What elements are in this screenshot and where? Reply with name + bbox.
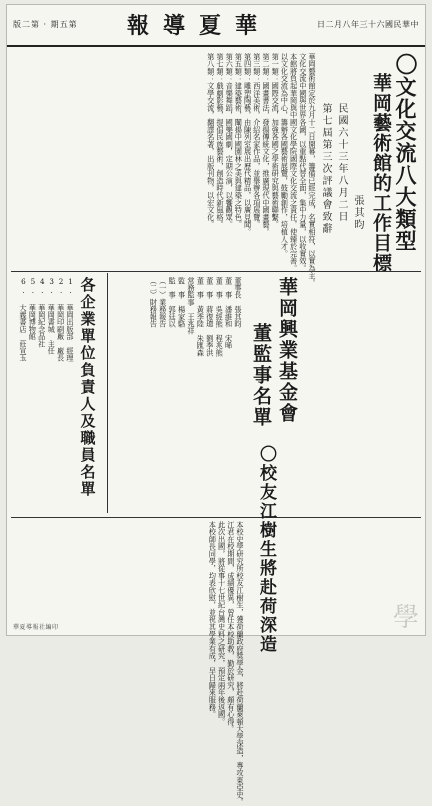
article2-list: [143, 277, 243, 437]
column-divider: [107, 273, 108, 513]
list-item: 常務監事 王兆祥: [186, 277, 196, 335]
article1-title-circle: 〇: [392, 53, 418, 76]
list-item: 監 事 楊家駱: [177, 277, 187, 328]
list-item: 董 事 吳經熊 程兆熊: [215, 277, 225, 357]
list-item: 4. 華岡紀念品社: [37, 277, 47, 348]
paper-name: 報導夏華: [127, 13, 272, 39]
article1-paragraph: 第三類：西洋美術，介紹名家作品，並舉辦各項展覽。: [252, 53, 262, 229]
list-item: 董事長 張其昀: [234, 277, 243, 328]
list-item: 3. 華岡書城 主任: [47, 277, 57, 355]
article2-subtitle: 董監事名單: [250, 323, 272, 428]
newspaper-page: [6, 4, 426, 806]
article1-subtitle: 華岡藝術館的工作目標: [370, 73, 392, 273]
page-footer: 華夏導報社編印: [13, 624, 59, 631]
list-item: 董 事 蔣復璁 劉季洪: [205, 277, 215, 357]
article3-list: [15, 277, 75, 397]
article4-paragraph: 本校師長同學，均表欣慰，並祝其學業有成，早日歸來服務。: [208, 521, 218, 719]
list-item: 6. 大義書店 莊宣玉: [18, 277, 28, 362]
article1-author: 張其昀: [352, 195, 363, 231]
article1-paragraph: 第八類：文學交流，翻譯名著，出版刊物，以宏文化。: [206, 53, 216, 229]
issue-section: 版二第 · 期五第: [13, 20, 78, 29]
article1-body: [17, 53, 317, 287]
article1-paragraph: 第六類：音樂舞蹈，國樂國劇，定期公演，以饗觀眾。: [225, 53, 235, 229]
masthead: [7, 5, 425, 47]
list-item: 2. 華岡印刷廠 廠長: [56, 277, 66, 362]
article4-paragraph: 此次出國，將從事十七世紀台灣史料之研究，預定兩年後返國。: [217, 521, 227, 726]
article1-paragraph: 以文化交流為中心，籌辦各國藝術展覽，鼓勵創作，培植人才。: [280, 53, 290, 258]
article4-paragraph: 江君在校期間，成績優異，曾任本校助教，勤於研究，頗有心得。: [226, 521, 236, 733]
list-item: 1. 華岡出版部 經理: [66, 277, 75, 362]
list-item: 董 事 潘維和 宋晞: [224, 277, 234, 349]
list-item: 董 事 黃季陸 朱匯森: [196, 277, 206, 357]
article1-paragraph: 第二類：國畫書法，發揚傳統文化，推廣現代中國畫藝。: [261, 53, 271, 236]
article1-paragraph: 第七類：戲劇影藝，提倡民族藝術，創造時代新風格。: [215, 53, 225, 229]
article3-title: 各企業單位負責人及職員名單: [78, 277, 97, 498]
article1-paragraph: 第一類：國際交流，加強各國之學術研究與藝術聯繫。: [271, 53, 281, 229]
article1-paragraph: 第五類：建築藝術，闡揚中國園林之美與建築之特色。: [234, 53, 244, 229]
list-item: 5. 華岡博物館: [28, 277, 38, 340]
list-item: 監 事 郭廷以: [168, 277, 178, 328]
article1-paragraph: 本館將負起華岡與中國文化學院國際文化交流之責任，使臻於完善。: [289, 53, 299, 272]
list-item: （二）財務報告: [149, 277, 159, 328]
article4-title: 〇校友江樹生將赴荷深造: [256, 445, 276, 654]
issue-date: 日二月八年三十六國民華中: [317, 20, 419, 29]
article1-paragraph: 華岡藝術館定於九月十二日開幕，籌備已經完成，名實相符，以實為主。: [308, 53, 317, 287]
article1-title: 〇文化交流八大類型: [392, 53, 418, 252]
article1-meeting: 第七屆第三次評議會致辭: [320, 103, 331, 235]
watermark-stamp: 學: [392, 603, 421, 633]
section-divider: [11, 517, 421, 518]
list-item: （一）業務報告: [158, 277, 168, 328]
section-divider: [11, 271, 421, 272]
article4-paragraph: 本校史學研究所校友江樹生，獲荷蘭政府獎學金，將赴荷蘭萊頓大學深造，專攻東亞史。: [236, 521, 245, 806]
article1-dateline: 民國六十三年八月二日: [336, 103, 347, 223]
article2-title: 華岡興業基金會: [276, 277, 298, 424]
article1-paragraph: 第四類：雕塑陶藝，由陳列室展出歷代精品，以廣見聞。: [243, 53, 253, 236]
article1-paragraph: 文化交流中國與世界各國，以重點代替全面，集中力量，以收實效。: [298, 53, 308, 272]
